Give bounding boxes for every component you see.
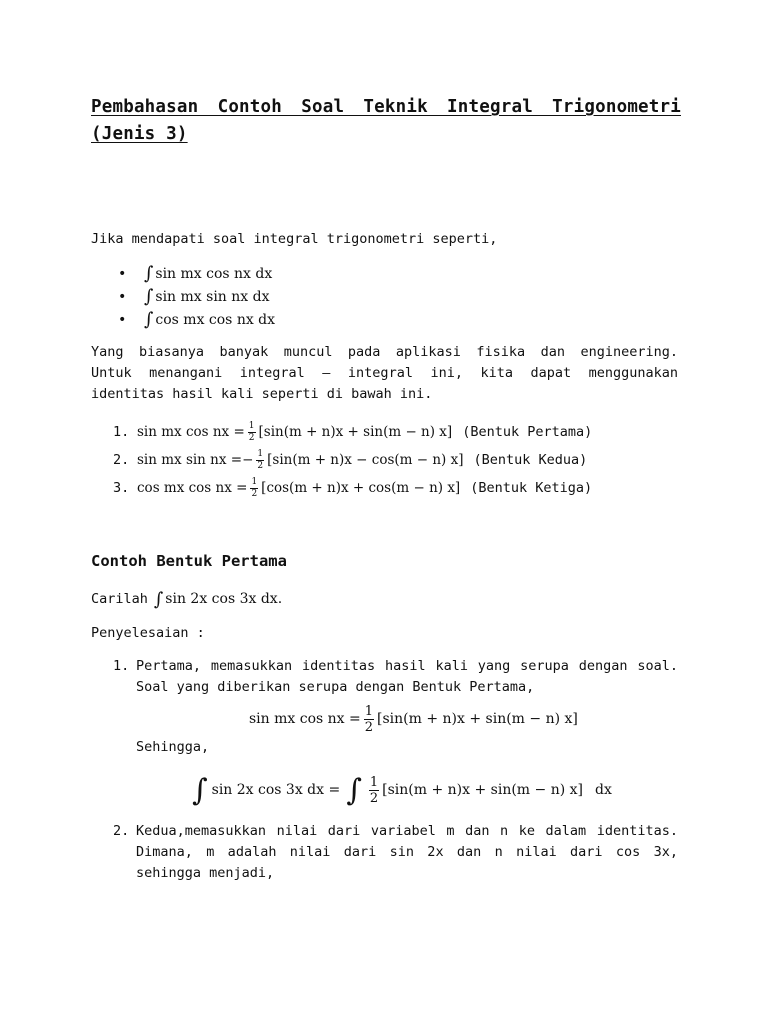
integral-sign-icon: ∫ bbox=[346, 772, 362, 808]
identity-row bbox=[113, 446, 592, 474]
identity-row bbox=[113, 418, 592, 446]
integral-dx: dx bbox=[595, 782, 612, 798]
bullet-dot-icon: • bbox=[118, 288, 127, 305]
integral-sign-icon: ∫ bbox=[144, 309, 154, 330]
problem-statement bbox=[91, 589, 282, 610]
intro-text: Jika mendapati soal integral trigonometri seperti, bbox=[91, 231, 498, 247]
title-line-2: (Jenis 3) bbox=[91, 124, 188, 144]
paragraph-line: Yang biasanya banyak muncul pada aplikasi fisika dan engineering. bbox=[91, 344, 678, 360]
integral-sign-icon: ∫ bbox=[144, 286, 154, 307]
integral-sign-icon: ∫ bbox=[153, 589, 164, 610]
identity-sign: − bbox=[242, 452, 254, 468]
identity-lhs: sin mx cos nx = bbox=[137, 424, 245, 440]
step-1-number: 1. bbox=[113, 658, 130, 674]
section-heading: Contoh Bentuk Pertama bbox=[91, 552, 287, 570]
step-2-number: 2. bbox=[113, 823, 130, 839]
integral-lhs: sin 2x cos 3x dx = bbox=[211, 782, 341, 798]
formula-lhs: sin mx cos nx = bbox=[249, 711, 361, 727]
list-item bbox=[118, 262, 275, 285]
identity-lhs: sin mx sin nx = bbox=[137, 452, 243, 468]
formula-rhs: [sin(m + n)x + sin(m − n) x] bbox=[377, 711, 578, 727]
fraction: $\frac{1}{2}$ bbox=[251, 476, 258, 499]
fraction: $\frac{1}{2}$ bbox=[257, 448, 264, 471]
integral-bullet-list bbox=[118, 262, 275, 331]
integral-sign-icon: ∫ bbox=[144, 263, 154, 284]
integral-sign-icon: ∫ bbox=[192, 772, 208, 808]
sehingga-text: Sehingga, bbox=[136, 739, 210, 755]
identity-note: (Bentuk Kedua) bbox=[473, 452, 588, 468]
solution-label: Penyelesaian : bbox=[91, 625, 205, 641]
problem-prefix: Carilah bbox=[91, 591, 148, 607]
list-number: 3. bbox=[113, 480, 130, 496]
explanation-paragraph bbox=[91, 342, 678, 405]
identity-note: (Bentuk Pertama) bbox=[462, 424, 593, 440]
identity-note: (Bentuk Ketiga) bbox=[470, 480, 593, 496]
paragraph-line: Pertama, memasukkan identitas hasil kali yang serupa dengan soal. bbox=[136, 658, 678, 674]
fraction: $\frac{1}{2}$ bbox=[364, 703, 374, 735]
identity-lhs: cos mx cos nx = bbox=[137, 480, 248, 496]
identity-formula bbox=[249, 700, 578, 738]
step-2-text bbox=[136, 821, 678, 884]
page-title bbox=[91, 94, 681, 148]
paragraph-line: Untuk menangani integral – integral ini, kita dapat menggunakan bbox=[91, 365, 678, 381]
bullet-expression: cos mx cos nx dx bbox=[155, 311, 276, 328]
list-number: 2. bbox=[113, 452, 130, 468]
list-item bbox=[118, 285, 275, 308]
identity-rhs: [sin(m + n)x − cos(m − n) x] bbox=[267, 452, 464, 468]
title-line-1: Pembahasan Contoh Soal Teknik Integral Trigonometri bbox=[91, 97, 681, 117]
paragraph-line: sehingga menjadi, bbox=[136, 865, 275, 881]
identity-rhs: [cos(m + n)x + cos(m − n) x] bbox=[261, 480, 461, 496]
identity-rhs: [sin(m + n)x + sin(m − n) x] bbox=[258, 424, 453, 440]
bullet-expression: sin mx cos nx dx bbox=[155, 265, 273, 282]
step-1-text bbox=[136, 656, 678, 698]
paragraph-line: identitas hasil kali seperti di bawah ini. bbox=[91, 386, 433, 402]
problem-expression: sin 2x cos 3x dx. bbox=[165, 591, 283, 607]
list-number: 1. bbox=[113, 424, 130, 440]
bullet-dot-icon: • bbox=[118, 265, 127, 282]
identity-row bbox=[113, 474, 592, 502]
paragraph-line: Kedua,memasukkan nilai dari variabel m dan n ke dalam identitas. bbox=[136, 823, 678, 839]
bullet-expression: sin mx sin nx dx bbox=[155, 288, 270, 305]
integral-rhs: [sin(m + n)x + sin(m − n) x] bbox=[382, 782, 583, 798]
fraction: $\frac{1}{2}$ bbox=[248, 420, 255, 443]
fraction: $\frac{1}{2}$ bbox=[369, 774, 379, 806]
integral-formula bbox=[192, 770, 612, 810]
paragraph-line: Dimana, m adalah nilai dari sin 2x dan n nilai dari cos 3x, bbox=[136, 844, 678, 860]
list-item bbox=[118, 308, 275, 331]
bullet-dot-icon: • bbox=[118, 311, 127, 328]
identity-list bbox=[113, 418, 592, 502]
paragraph-line: Soal yang diberikan serupa dengan Bentuk Pertama, bbox=[136, 679, 535, 695]
